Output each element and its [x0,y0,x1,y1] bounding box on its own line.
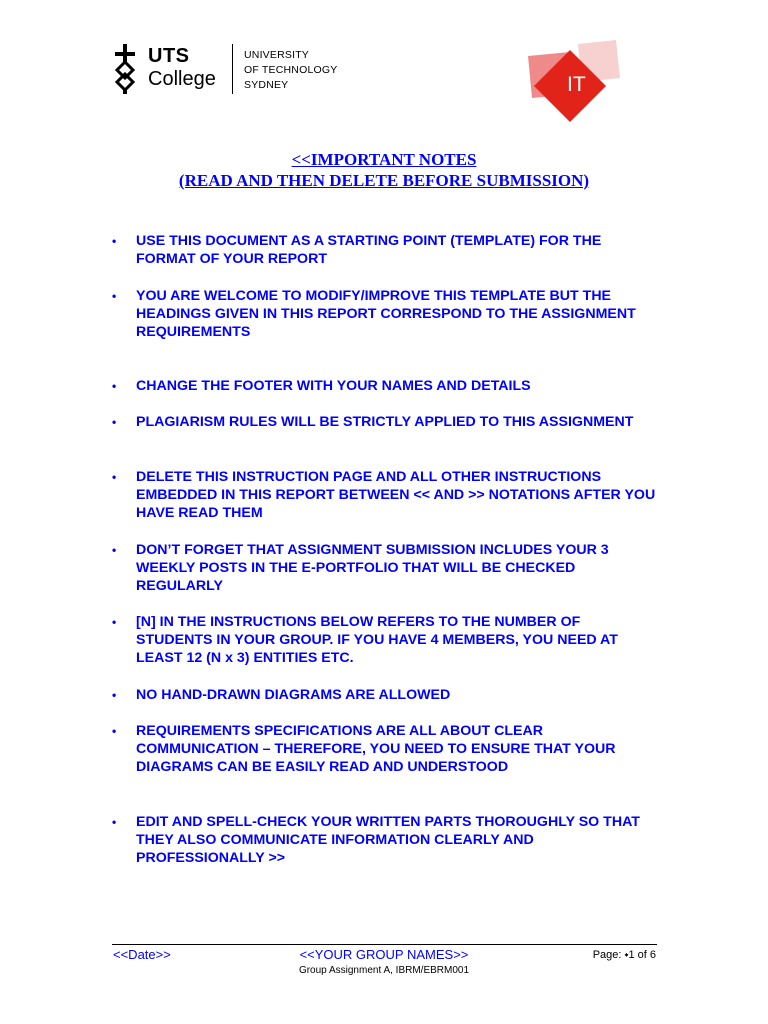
list-item [112,377,657,395]
note-text: EDIT AND SPELL-CHECK YOUR WRITTEN PARTS THOROUGHLY SO THAT THEY ALSO COMMUNICATE INFORMATION CLEARLY AND PROFESSIONALLY >> [136,814,640,867]
bullet-icon: • [112,470,117,484]
note-text: YOU ARE WELCOME TO MODIFY/IMPROVE THIS TEMPLATE BUT THE HEADINGS GIVEN IN THIS REPORT CORRESPOND TO THE ASSIGNMENT REQUIREMENTS [136,288,636,341]
bullet-icon: • [112,379,117,393]
it-logo [520,40,620,125]
uts-mark-icon [112,44,138,94]
list-item [112,613,657,668]
notes-title-line1: <<IMPORTANT NOTES [291,150,477,169]
note-text: REQUIREMENTS SPECIFICATIONS ARE ALL ABOUT CLEAR COMMUNICATION – THEREFORE, YOU NEED TO ENSURE THAT YOUR DIAGRAMS CAN BE EASILY READ AND UNDERSTOOD [136,723,616,776]
university-name-line: SYDNEY [244,79,289,91]
bullet-icon: • [112,615,117,629]
note-text: DON’T FORGET THAT ASSIGNMENT SUBMISSION INCLUDES YOUR 3 WEEKLY POSTS IN THE E-PORTFOLIO THAT WILL BE CHECKED REGULARLY [136,542,609,595]
bullet-icon: • [112,234,117,248]
university-name-line: OF TECHNOLOGY [244,64,338,76]
note-text: CHANGE THE FOOTER WITH YOUR NAMES AND DETAILS [136,378,531,394]
list-item [112,413,657,431]
footer-divider [112,944,657,945]
bullet-icon: • [112,688,117,702]
note-text: [N] IN THE INSTRUCTIONS BELOW REFERS TO THE NUMBER OF STUDENTS IN YOUR GROUP. IF YOU HAVE 4 MEMBERS, YOU NEED AT LEAST 12 (N x 3) ENTITIES ETC. [136,614,618,667]
bullet-icon: • [112,415,117,429]
footer-assignment-label: Group Assignment A, IBRM/EBRM001 [298,965,470,976]
uts-college-logo [112,44,352,98]
university-name-line: UNIVERSITY [244,49,310,61]
list-item [112,468,657,523]
list-item [112,232,657,268]
list-item [112,686,657,704]
list-item [112,541,657,596]
bullet-icon: • [112,289,117,303]
note-text: DELETE THIS INSTRUCTION PAGE AND ALL OTHER INSTRUCTIONS EMBEDDED IN THIS REPORT BETWEEN << AND >> NOTATIONS AFTER YOU HAVE READ THEM [136,469,656,522]
bullet-icon: • [112,543,117,557]
list-item [112,813,657,868]
logo-divider [232,44,233,94]
list-item [112,287,657,342]
footer-page-number: Page: ⬩1 of 6 [592,949,656,961]
note-text: NO HAND-DRAWN DIAGRAMS ARE ALLOWED [136,687,451,703]
notes-title-line2: (READ AND THEN DELETE BEFORE SUBMISSION) [178,171,590,190]
university-name [244,48,337,93]
uts-wordmark-line1: UTS [148,45,190,67]
uts-wordmark-line2: College [148,68,216,90]
list-item [112,722,657,777]
it-logo-label: IT [567,73,586,96]
note-text: USE THIS DOCUMENT AS A STARTING POINT (TEMPLATE) FOR THE FORMAT OF YOUR REPORT [136,233,602,268]
note-text: PLAGIARISM RULES WILL BE STRICTLY APPLIED TO THIS ASSIGNMENT [136,414,634,430]
bullet-icon: • [112,815,117,829]
footer-date: <<Date>> [113,947,171,962]
bullet-icon: • [112,724,117,738]
uts-college-wordmark [148,46,216,89]
footer-group-names: <<YOUR GROUP NAMES>> [299,947,469,962]
